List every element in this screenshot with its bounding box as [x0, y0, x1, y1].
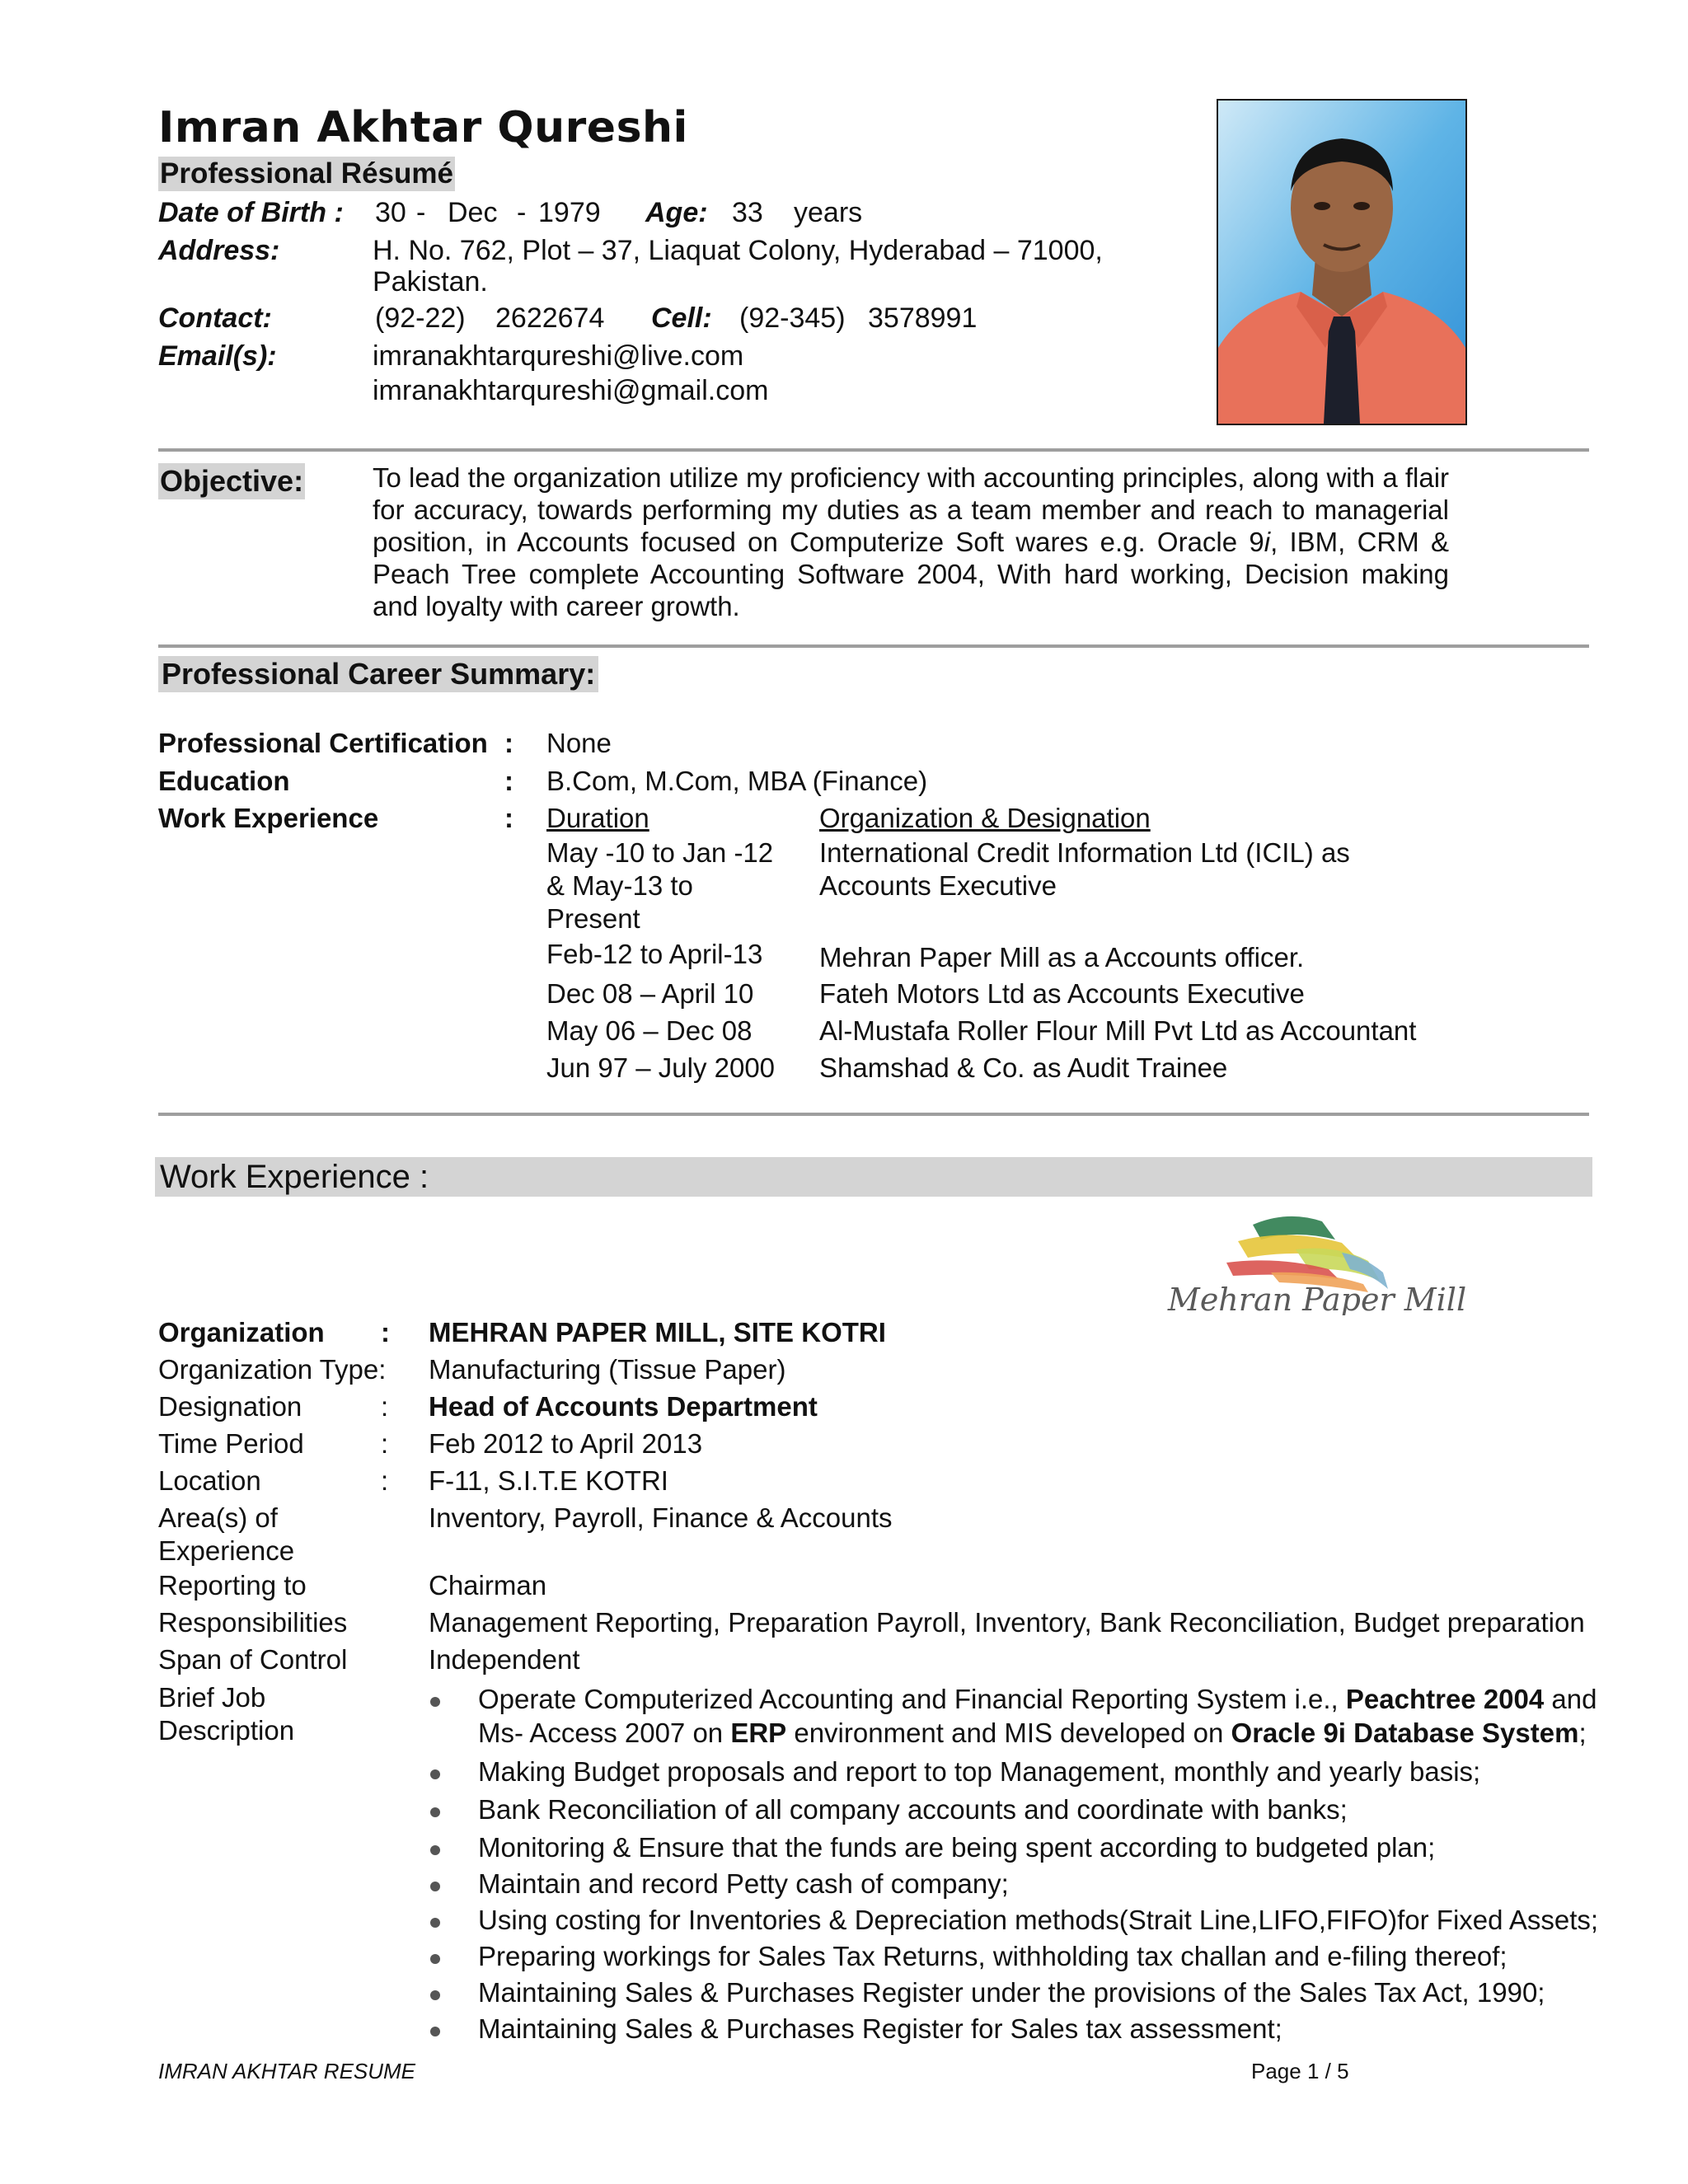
job-description-item: Making Budget proposals and report to top Management, monthly and yearly basis;	[478, 1756, 1481, 1787]
bullet-dot	[430, 1954, 440, 1964]
job-description-item: Maintaining Sales & Purchases Register for Sales tax assessment;	[478, 2013, 1282, 2044]
logo-wordmark: Mehran Paper Mill	[1167, 1282, 1467, 1315]
bullet-dot	[430, 1769, 440, 1779]
career-row-organization: Al-Mustafa Roller Flour Mill Pvt Ltd as Accountant	[819, 1015, 1417, 1046]
job-description-item: Maintaining Sales & Purchases Register under the provisions of the Sales Tax Act, 1990;	[478, 1977, 1545, 2008]
address-line-1: H. No. 762, Plot – 37, Liaquat Colony, Hyderabad – 71000,	[373, 235, 1103, 266]
career-row-organization: Shamshad & Co. as Audit Trainee	[819, 1052, 1228, 1083]
email-label: Email(s):	[158, 340, 277, 372]
career-summary-heading: Professional Career Summary:	[158, 656, 598, 692]
reporting-label: Reporting to	[158, 1570, 307, 1601]
designation-colon: :	[381, 1391, 389, 1422]
org-type-value: Manufacturing (Tissue Paper)	[429, 1354, 786, 1385]
span-value: Independent	[429, 1644, 580, 1675]
divider-2	[158, 644, 1589, 648]
career-row-duration: Jun 97 – July 2000	[546, 1052, 776, 1083]
dob-sep-2: -	[517, 197, 527, 228]
education-label: Education	[158, 766, 290, 796]
divider-3	[158, 1113, 1589, 1116]
career-row-organization: Mehran Paper Mill as a Accounts officer.	[819, 942, 1305, 972]
time-period-label: Time Period	[158, 1428, 304, 1459]
career-row-organization: International Credit Information Ltd (ICIL) as Accounts Executive	[819, 837, 1350, 901]
resume-subtitle: Professional Résumé	[160, 157, 453, 190]
email-primary[interactable]: imranakhtarqureshi@live.com	[373, 340, 744, 372]
bullet-dot	[430, 1845, 440, 1855]
job-description-item: Using costing for Inventories & Depreciation methods(Strait Line,LIFO,FIFO)for Fixed Assets;	[478, 1905, 1599, 1935]
job-description-item: Maintain and record Petty cash of company;	[478, 1868, 1009, 1899]
candidate-name: Imran Akhtar Qureshi	[158, 103, 688, 152]
address-label: Address:	[158, 235, 280, 266]
cert-label: Professional Certification	[158, 728, 488, 758]
area-value: Inventory, Payroll, Finance & Accounts	[429, 1502, 893, 1533]
career-row-organization: Fateh Motors Ltd as Accounts Executive	[819, 978, 1305, 1009]
education-value: B.Com, M.Com, MBA (Finance)	[546, 766, 928, 796]
job-description-item-continued: Ms- Access 2007 on ERP environment and MIS developed on Oracle 9i Database System;	[478, 1718, 1587, 1748]
education-colon: :	[504, 766, 513, 796]
career-row-duration: May 06 – Dec 08	[546, 1015, 753, 1046]
duration-column-header: Duration	[546, 803, 649, 833]
organization-label: Organization	[158, 1317, 325, 1347]
contact-number: 2622674	[495, 302, 605, 334]
cert-value: None	[546, 728, 612, 758]
bullet-dot	[430, 1918, 440, 1928]
location-value: F-11, S.I.T.E KOTRI	[429, 1465, 668, 1496]
cell-number: 3578991	[868, 302, 978, 334]
divider-1	[158, 448, 1589, 452]
career-row-duration: May -10 to Jan -12 & May-13 to Present	[546, 837, 774, 934]
career-row-duration: Dec 08 – April 10	[546, 978, 754, 1009]
designation-label: Designation	[158, 1391, 302, 1422]
age-label: Age:	[645, 197, 708, 228]
organization-colon: :	[381, 1317, 390, 1347]
age-unit: years	[794, 197, 863, 228]
span-label: Span of Control	[158, 1644, 348, 1675]
objective-text: To lead the organization utilize my proficiency with accounting principles, along with a flair for accuracy, towards performing my duties as a team member and reach to managerial position, in Accounts focused on Computerize Soft wares e.g. Oracle 9i, IBM, CRM & Peach Tree complete Accounting Software 2004, With hard working, Decision making and loyalty with career growth.	[373, 462, 1450, 621]
age-value: 33	[732, 197, 763, 228]
time-period-value: Feb 2012 to April 2013	[429, 1428, 703, 1459]
bullet-dot	[430, 1882, 440, 1891]
dob-label: Date of Birth :	[158, 197, 344, 228]
reporting-value: Chairman	[429, 1570, 547, 1601]
responsibilities-label: Responsibilities	[158, 1607, 348, 1638]
objective-label: Objective:	[160, 464, 304, 498]
cell-label: Cell:	[651, 302, 712, 334]
location-label: Location	[158, 1465, 261, 1496]
designation-value: Head of Accounts Department	[429, 1391, 818, 1422]
job-description-item: Operate Computerized Accounting and Financial Reporting System i.e., Peachtree 2004 and	[478, 1684, 1597, 1714]
organization-column-header: Organization & Designation	[819, 803, 1151, 833]
job-description-item: Monitoring & Ensure that the funds are being spent according to budgeted plan;	[478, 1832, 1436, 1863]
time-period-colon: :	[381, 1428, 389, 1459]
profile-photo	[1217, 99, 1467, 425]
address-line-2: Pakistan.	[373, 266, 488, 298]
bullet-dot	[430, 1990, 440, 2000]
organization-value: MEHRAN PAPER MILL, SITE KOTRI	[429, 1317, 886, 1347]
dob-sep-1: -	[416, 197, 426, 228]
company-logo	[1147, 1203, 1493, 1315]
cell-code: (92-345)	[739, 302, 846, 334]
area-label: Area(s) of Experience	[158, 1502, 295, 1566]
cert-colon: :	[504, 728, 513, 758]
contact-code: (92-22)	[375, 302, 466, 334]
bullet-dot	[430, 2027, 440, 2036]
org-type-label: Organization Type:	[158, 1354, 387, 1385]
work-experience-heading: Work Experience :	[155, 1157, 1592, 1197]
email-secondary[interactable]: imranakhtarqureshi@gmail.com	[373, 375, 769, 406]
responsibilities-value: Management Reporting, Preparation Payroll, Inventory, Bank Reconciliation, Budget preparation	[429, 1607, 1585, 1638]
job-description-item: Preparing workings for Sales Tax Returns, withholding tax challan and e-filing thereof;	[478, 1941, 1507, 1971]
job-description-item: Bank Reconciliation of all company accounts and coordinate with banks;	[478, 1794, 1348, 1825]
bullet-dot	[430, 1807, 440, 1817]
footer-page-number: Page 1 / 5	[1251, 2059, 1349, 2083]
bullet-dot	[430, 1697, 440, 1707]
footer-document-title: IMRAN AKHTAR RESUME	[158, 2059, 416, 2083]
brief-job-label: Brief Job Description	[158, 1682, 295, 1746]
contact-label: Contact:	[158, 302, 272, 334]
work-exp-colon: :	[504, 803, 513, 833]
dob-month: Dec	[448, 197, 498, 228]
career-row-duration: Feb-12 to April-13	[546, 939, 763, 969]
dob-year: 1979	[538, 197, 601, 228]
location-colon: :	[381, 1465, 389, 1496]
dob-day: 30	[375, 197, 406, 228]
work-exp-label: Work Experience	[158, 803, 379, 833]
